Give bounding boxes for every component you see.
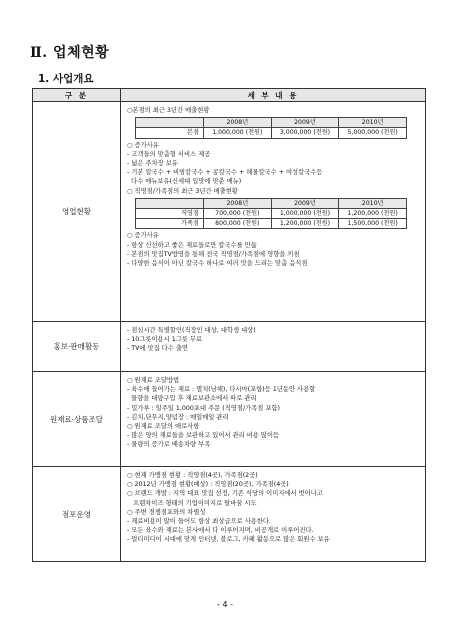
branch-row-label: 가족점 <box>136 219 204 229</box>
category-promotion: 홍보·판매활동 <box>33 322 121 372</box>
sales-value: 1,000,000 (천원) <box>204 128 272 138</box>
list-item: - 물량의 증가로 배송차량 부족 <box>127 441 211 449</box>
list-item: - 10그릇이용시 1그릇 무료 <box>127 336 203 344</box>
list-item: - 육수에 들어가는 재료 : 멸치(남해), 다시마(포항)등 1년동안 사용할 <box>127 386 316 394</box>
list-item: ○ 2012년 가맹점 현황(예상) : 직영점(20곳), 가족점(4곳) <box>127 481 289 489</box>
page-number: - 4 - <box>217 600 233 609</box>
category-material: 원재료·상품조달 <box>33 372 121 467</box>
list-item: ○ 주변 경쟁점포와의 차별성 <box>127 508 206 516</box>
list-item: ○ 현재 가맹점 현황 : 직영점(4곳), 가족점(2곳) <box>127 472 258 479</box>
list-item: 프랜차이즈 형태의 기업이미지로 탈바꿈 시도 <box>127 499 257 507</box>
branch-value: 800,000 (천원) <box>204 219 272 229</box>
growth2-title: ○ 증가사유 <box>127 232 159 240</box>
list-item: - 밀가루 : 일주일 1,000포대 주문 (직영점/가족점 포함) <box>127 404 280 412</box>
branch-sales-table <box>135 198 407 230</box>
list-item: - 항상 신선하고 좋은 재료들로만 칼국수를 만듦 <box>127 241 257 249</box>
sales-year-cell: 2010년 <box>339 118 407 128</box>
branch-year-cell: 2010년 <box>339 198 407 208</box>
list-item: ○ 브랜드 개발 : 지역 대표 맛집 선정, 기존 식당의 이미지에서 벗어나고 <box>127 490 323 498</box>
table-row-store <box>33 467 426 562</box>
list-item: - 고객들의 맞춤형 서비스 제공 <box>127 150 211 158</box>
list-item: - 다양한 음식이 아닌 칼국수 하나로 여러 맛을 드리는 맞춤 음식점 <box>127 260 308 268</box>
growth-title: ○ 증가사유 <box>127 141 159 149</box>
list-item: ○ 원재료 조달의 애로사항 <box>127 423 200 431</box>
list-item: - 넓은 주차장 보유 <box>127 160 178 168</box>
details-material <box>121 372 426 467</box>
list-item: 다수 메뉴보유(신세대 입맛에 맞춘 메뉴) <box>127 178 242 186</box>
details-store <box>121 467 426 562</box>
list-item: - 멀티미디어 시대에 맞게 인터넷, 블로그, 카페 활동으로 많은 회원수 보유 <box>127 536 330 544</box>
headquarters-sales-table <box>135 117 407 138</box>
list-item: - 많은 양의 재료들을 보관하고 있어서 관리 비용 많이듬 <box>127 432 280 440</box>
header-details: 세 부 내 용 <box>121 89 426 102</box>
list-item: - 재료비용이 많이 들어도 항상 최상급으로 사용한다. <box>127 518 272 526</box>
sales-year-cell: 2009년 <box>271 118 339 128</box>
branch-year-cell: 2008년 <box>204 198 272 208</box>
list-item: ○ 원재료 조달방법 <box>127 377 180 384</box>
list-item: - 점심시간 특별할인(직장인 대상, 대학생 대상) <box>127 327 256 334</box>
details-business <box>121 102 426 322</box>
branch-row-label: 직영점 <box>136 209 204 219</box>
branch-title: ○ 직영점/가족점의 최근 3년간 매출현황 <box>127 187 238 195</box>
subsection-title: 1. 사업개요 <box>38 73 94 85</box>
list-item: 물량을 대량구입 후 재료보관소에서 따로 관리 <box>127 395 257 403</box>
list-item: - 모든 육수와 재료는 본사에서 다 이루어지며, 비공개로 이루어진다. <box>127 527 314 535</box>
business-overview-table <box>32 88 426 562</box>
header-category: 구 분 <box>33 89 121 102</box>
list-item: - 김치,단무지,양념장 : 매일매일 관리 <box>127 413 229 421</box>
section-title: Ⅱ. 업체현황 <box>30 45 110 61</box>
table-row-business <box>33 102 426 322</box>
category-store: 점포운영 <box>33 467 121 562</box>
sales-value: 5,000,000 (천원) <box>339 128 407 138</box>
branch-value: 700,000 (천원) <box>204 209 272 219</box>
sales-title: ○본점의 최근 3년간 매출현황 <box>127 107 210 114</box>
details-promotion <box>121 322 426 372</box>
table-row-material <box>33 372 426 467</box>
branch-value: 1,000,000 (천원) <box>271 209 339 219</box>
list-item: - 본점의 맛집TV방영을 통해 전국 직영점/가족점에 영향을 끼침 <box>127 250 300 258</box>
list-item: - TV에 맛집 다수 출연 <box>127 345 189 353</box>
branch-value: 1,500,000 (천원) <box>339 219 407 229</box>
branch-value: 1,200,000 (천원) <box>271 219 339 229</box>
table-row-promotion <box>33 322 426 372</box>
branch-value: 1,200,000 (천원) <box>339 209 407 219</box>
category-business: 영업현황 <box>33 102 121 322</box>
sales-empty-cell <box>136 118 204 128</box>
branch-empty-cell <box>136 198 204 208</box>
sales-year-cell: 2008년 <box>204 118 272 128</box>
table-header-row <box>33 89 426 102</box>
list-item: - 기본 칼국수 + 비빔칼국수 + 콩칼국수 + 해물칼국수 + 여성칼국수등 <box>127 169 323 177</box>
sales-value: 3,000,000 (천원) <box>271 128 339 138</box>
branch-year-cell: 2009년 <box>271 198 339 208</box>
sales-row-label: 본점 <box>136 128 204 138</box>
